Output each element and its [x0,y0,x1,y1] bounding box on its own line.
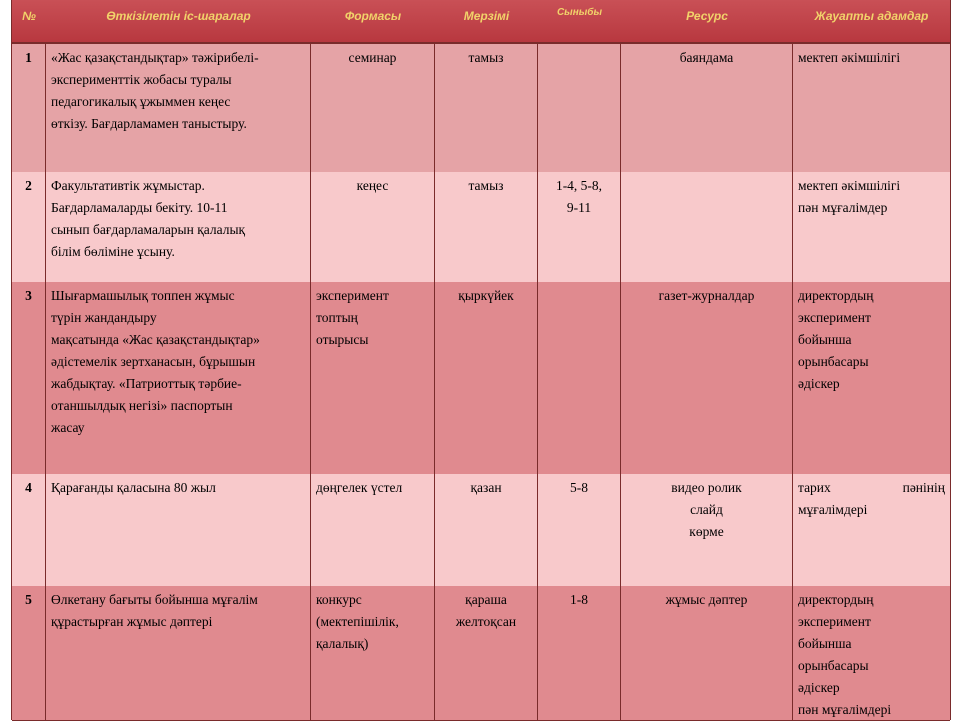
cell-num: 1 [12,44,46,172]
cell-line: эксперимент [798,614,871,629]
table-row [12,282,950,475]
cell-line: кеңес [356,178,389,193]
cell-resource [621,172,793,282]
cell-line: 9-11 [566,200,592,215]
cell-line: жабдықтау. «Патриоттық тәрбие- [51,376,242,391]
cell-line: әдістемелік зертханасын, бұрышын [51,354,256,369]
cell-line: Өлкетану бағыты бойынша мұғалім [51,592,258,607]
cell-line: (мектепішілік, [316,614,399,629]
cell-line [543,285,615,307]
cell-responsible [793,586,950,720]
cell-line: жасау [51,420,85,435]
cell-form [311,172,435,282]
cell-activity [46,282,311,474]
cell-activity [46,44,311,172]
cell-line: Факультативтік жұмыстар. [51,178,205,193]
cell-activity [46,172,311,282]
cell-date [435,586,538,720]
cell-line: эксперименттік жобасы туралы [51,72,232,87]
cell-line: сынып бағдарламаларын қалалық [51,222,246,237]
cell-line: баяндама [679,50,734,65]
cell-activity [46,474,311,586]
header-grade: Сыныбы [556,7,603,18]
cell-line: 5-8 [570,480,588,495]
table-header [12,0,950,44]
cell-line: әдіскер [798,376,840,391]
cell-line: Шығармашылық топпен жұмыс [51,288,235,303]
cell-line: әдіскер [798,680,840,695]
cell-line: тарих пәнінің [798,480,945,495]
cell-line: топтың [316,310,358,325]
cell-line: отаншылдық негізі» паспортын [51,398,233,413]
cell-line: семинар [348,50,397,65]
cell-line: қыркүйек [458,288,514,303]
table-row [12,172,950,283]
cell-line: конкурс [316,592,362,607]
cell-num: 3 [12,282,46,474]
cell-grade [538,474,621,586]
cell-line: түрін жандандыру [51,310,157,325]
cell-date [435,172,538,282]
cell-grade [538,586,621,720]
cell-line: тамыз [468,178,504,193]
cell-form [311,44,435,172]
cell-line: директордың [798,288,874,303]
cell-line: видео ролик [671,480,742,495]
cell-resource [621,282,793,474]
cell-date [435,44,538,172]
cell-date [435,474,538,586]
cell-line: директордың [798,592,874,607]
cell-line: 1-8 [570,592,588,607]
cell-resource [621,44,793,172]
cell-line: педагогикалық ұжыммен кеңес [51,94,231,109]
cell-responsible [793,44,950,172]
cell-grade [538,44,621,172]
header-form: Формасы [344,9,402,23]
cell-activity [46,586,311,720]
cell-resource [621,586,793,720]
cell-line: орынбасары [798,658,869,673]
cell-grade [538,172,621,282]
cell-line: дөңгелек үстел [316,480,403,495]
cell-line: мұғалімдері [798,502,868,517]
cell-responsible [793,172,950,282]
cell-line: эксперимент [316,288,389,303]
cell-line: орынбасары [798,354,869,369]
cell-num: 5 [12,586,46,720]
cell-resource [621,474,793,586]
cell-line: эксперимент [798,310,871,325]
cell-line: Бағдарламаларды бекіту. 10-11 [51,200,228,215]
cell-line: желтоқсан [455,614,517,629]
table-row [12,586,950,721]
cell-line: мектеп әкімшілігі [798,50,901,65]
cell-line: мектеп әкімшілігі [798,178,901,193]
cell-line: құрастырған жұмыс дәптері [51,614,213,629]
plan-table [11,0,951,720]
cell-date [435,282,538,474]
header-date: Мерзімі [463,9,510,23]
table-row [12,44,950,173]
cell-responsible [793,282,950,474]
cell-line: Қарағанды қаласына 80 жыл [51,480,216,495]
cell-line: мақсатында «Жас қазақстандықтар» [51,332,260,347]
cell-line: көрме [689,524,724,539]
cell-line: 1-4, 5-8, [555,178,603,193]
table-row [12,474,950,587]
header-resource: Ресурс [686,9,728,23]
cell-line: пән мұғалімдері [798,702,892,717]
header-responsible: Жауапты адамдар [814,9,929,23]
cell-line: газет-журналдар [658,288,755,303]
cell-line: «Жас қазақстандықтар» тәжірибелі- [51,50,259,65]
cell-line: қараша [465,592,507,607]
cell-line: пән мұғалімдер [798,200,888,215]
cell-line: слайд [690,502,723,517]
cell-line: бойынша [798,332,852,347]
header-activity: Өткізілетін іс-шаралар [106,9,251,23]
cell-line: қазан [470,480,502,495]
cell-line: өткізу. Бағдарламамен таныстыру. [51,116,247,131]
cell-line: жұмыс дәптер [665,592,748,607]
cell-line [626,175,787,197]
header-num: № [22,9,36,23]
cell-line: қалалық) [316,636,369,651]
cell-line [543,47,615,69]
cell-line: білім бөліміне ұсыну. [51,244,175,259]
cell-form [311,282,435,474]
cell-line: бойынша [798,636,852,651]
cell-grade [538,282,621,474]
cell-num: 2 [12,172,46,282]
cell-form [311,474,435,586]
cell-form [311,586,435,720]
cell-responsible [793,474,950,586]
cell-line: отырысы [316,332,369,347]
cell-line: тамыз [468,50,504,65]
cell-num: 4 [12,474,46,586]
